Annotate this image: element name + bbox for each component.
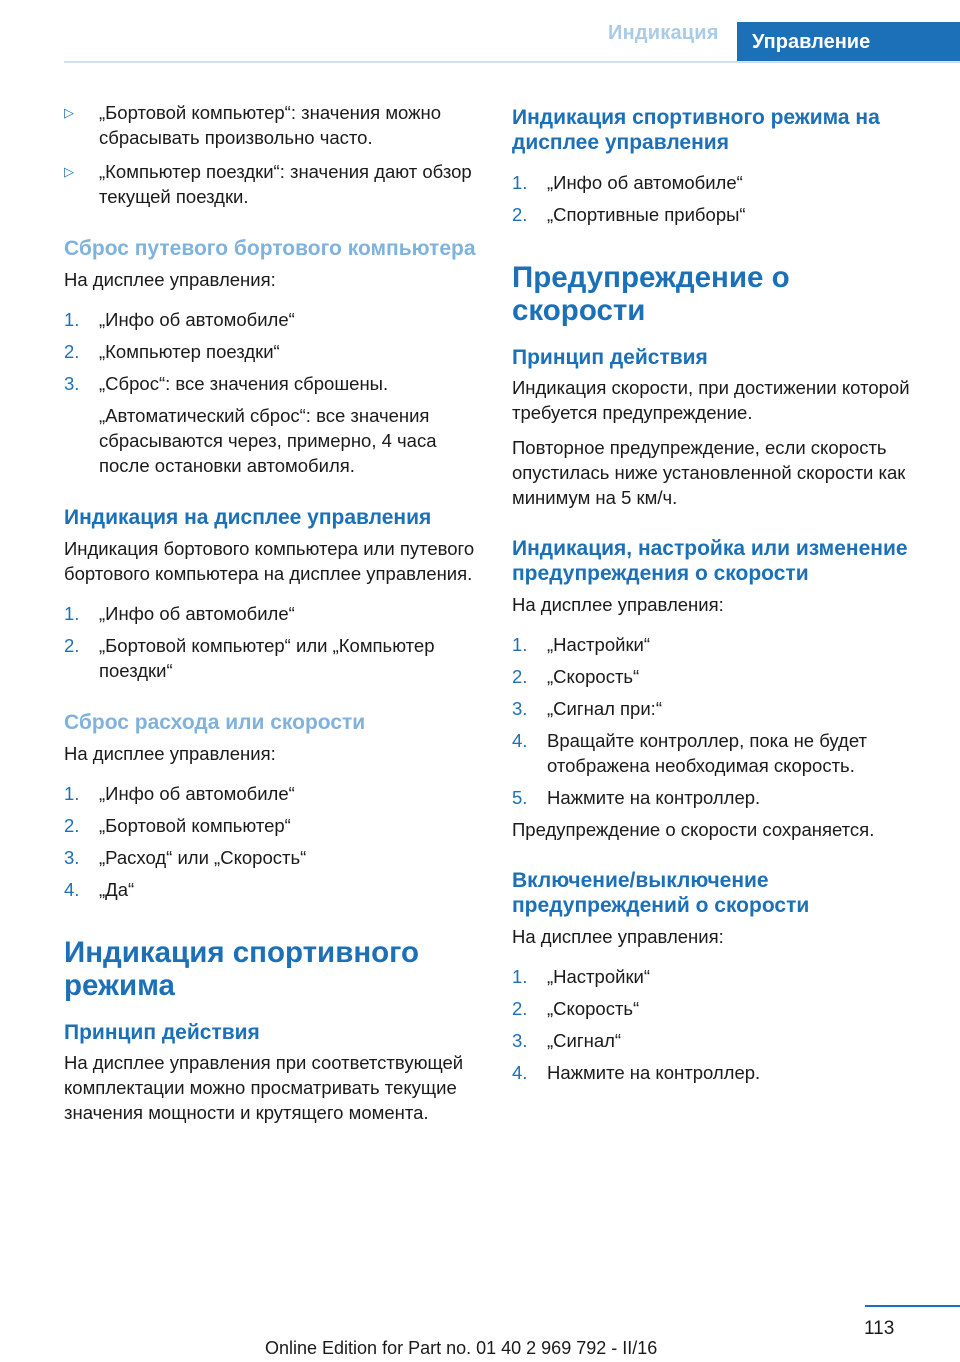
list-item — [64, 339, 484, 364]
step-number: 1. — [512, 634, 528, 655]
speed-principle-text-2: Повторное предупреждение, если скорость опустилась ниже установленной скорости как минимум на 5 км/ч. — [512, 437, 906, 508]
sport-principle-text: На дисплее управления при соответствующей комплектации можно просматривать текущие значения мощности и крутящего момента. — [64, 1052, 464, 1123]
step-text: „Настройки“ — [547, 634, 651, 655]
step-number: 2. — [512, 666, 528, 687]
list-item — [64, 633, 484, 683]
reset-trip-heading: Сброс путевого бортового компьютера — [64, 237, 476, 260]
step-text: „Расход“ или „Скорость“ — [99, 847, 307, 868]
step-number: 1. — [512, 966, 528, 987]
section-tab-indication[interactable]: Индикация — [608, 22, 719, 44]
speed-warning-title: Предупреждение о скорости — [512, 261, 790, 327]
step-number: 1. — [64, 783, 80, 804]
list-item — [512, 785, 922, 810]
step-number: 3. — [512, 698, 528, 719]
triangle-bullet-icon: ▷ — [64, 164, 74, 179]
step-text: „Бортовой компьютер“ или „Компьютер поездки“ — [99, 635, 435, 681]
list-item — [64, 877, 484, 902]
list-item — [64, 371, 484, 396]
step-text: Нажмите на контроллер. — [547, 1062, 761, 1083]
step-number: 2. — [512, 998, 528, 1019]
step-text: „Сигнал при:“ — [547, 698, 662, 719]
step-number: 3. — [512, 1030, 528, 1051]
speed-principle-heading: Принцип действия — [512, 346, 708, 369]
step-number: 2. — [64, 341, 80, 362]
triangle-bullet-icon: ▷ — [64, 105, 74, 120]
step-text: „Да“ — [99, 879, 135, 900]
step-text: Вращайте контроллер, пока не будет отображена необходимая скорость. — [547, 730, 868, 776]
bullet-item — [64, 100, 484, 150]
list-item — [64, 781, 484, 806]
display-text: Индикация бортового компьютера или путевого бортового компьютера на дисплее управления. — [64, 538, 475, 584]
step-text: „Инфо об автомобиле“ — [99, 603, 295, 624]
step-text: „Инфо об автомобиле“ — [99, 783, 295, 804]
list-item — [512, 964, 922, 989]
speed-settings-result: Предупреждение о скорости сохраняется. — [512, 819, 875, 840]
step-number: 1. — [64, 603, 80, 624]
step-text: „Инфо об автомобиле“ — [547, 172, 743, 193]
speed-toggle-intro: На дисплее управления: — [512, 926, 724, 947]
list-item — [512, 1028, 922, 1053]
list-item — [64, 845, 484, 870]
step-text: „Настройки“ — [547, 966, 651, 987]
bullet-text: „Бортовой компьютер“: значения можно сбрасывать произвольно часто. — [99, 102, 442, 148]
step-note-text: „Автоматический сброс“: все значения сбрасываются через, примерно, 4 часа после остановки автомобиля. — [99, 405, 437, 476]
step-text: „Сброс“: все значения сброшены. — [99, 373, 389, 394]
bullet-text: „Компьютер поездки“: значения дают обзор текущей поездки. — [99, 161, 472, 207]
step-number: 1. — [512, 172, 528, 193]
header-divider — [64, 61, 960, 63]
speed-principle-text: Индикация скорости, при достижении которой требуется предупреждение. — [512, 377, 910, 423]
sport-mode-title: Индикация спортивного режима — [64, 936, 420, 1002]
edition-footer: Online Edition for Part no. 01 40 2 969 792 - II/16 — [265, 1338, 658, 1358]
step-text: „Бортовой компьютер“ — [99, 815, 291, 836]
right-column — [512, 100, 922, 1085]
page-number: 113 — [864, 1318, 895, 1339]
step-number: 3. — [64, 847, 80, 868]
step-text: „Сигнал“ — [547, 1030, 622, 1051]
step-text: „Спортивные приборы“ — [547, 204, 746, 225]
list-item — [512, 728, 922, 778]
list-item — [512, 664, 922, 689]
bullet-item — [64, 159, 484, 209]
step-note — [64, 403, 484, 478]
step-number: 2. — [64, 815, 80, 836]
list-item — [512, 996, 922, 1021]
display-heading: Индикация на дисплее управления — [64, 506, 432, 529]
step-number: 4. — [512, 730, 528, 751]
list-item — [64, 601, 484, 626]
left-column — [64, 100, 484, 1125]
footer-divider — [865, 1305, 960, 1307]
step-number: 2. — [512, 204, 528, 225]
list-item — [512, 170, 922, 195]
step-number: 5. — [512, 787, 528, 808]
step-text: „Скорость“ — [547, 998, 640, 1019]
sport-display-heading: Индикация спортивного режима на дисплее управления — [512, 106, 880, 154]
step-number: 4. — [64, 879, 80, 900]
step-number: 4. — [512, 1062, 528, 1083]
page-header — [0, 0, 960, 62]
reset-consumption-intro: На дисплее управления: — [64, 743, 276, 764]
step-text: „Инфо об автомобиле“ — [99, 309, 295, 330]
sport-principle-heading: Принцип действия — [64, 1021, 260, 1044]
reset-trip-intro: На дисплее управления: — [64, 269, 276, 290]
list-item — [64, 307, 484, 332]
list-item — [512, 696, 922, 721]
speed-settings-intro: На дисплее управления: — [512, 594, 724, 615]
step-text: „Компьютер поездки“ — [99, 341, 280, 362]
step-text: Нажмите на контроллер. — [547, 787, 761, 808]
step-number: 1. — [64, 309, 80, 330]
step-text: „Скорость“ — [547, 666, 640, 687]
list-item — [512, 1060, 922, 1085]
section-tab-control[interactable]: Управление — [737, 22, 960, 62]
reset-consumption-heading: Сброс расхода или скорости — [64, 711, 366, 734]
speed-settings-heading: Индикация, настройка или изменение предупреждения о скорости — [512, 537, 908, 585]
step-number: 3. — [64, 373, 80, 394]
speed-toggle-heading: Включение/выключение предупреждений о скорости — [512, 869, 810, 917]
list-item — [512, 202, 922, 227]
list-item — [64, 813, 484, 838]
step-number: 2. — [64, 635, 80, 656]
list-item — [512, 632, 922, 657]
